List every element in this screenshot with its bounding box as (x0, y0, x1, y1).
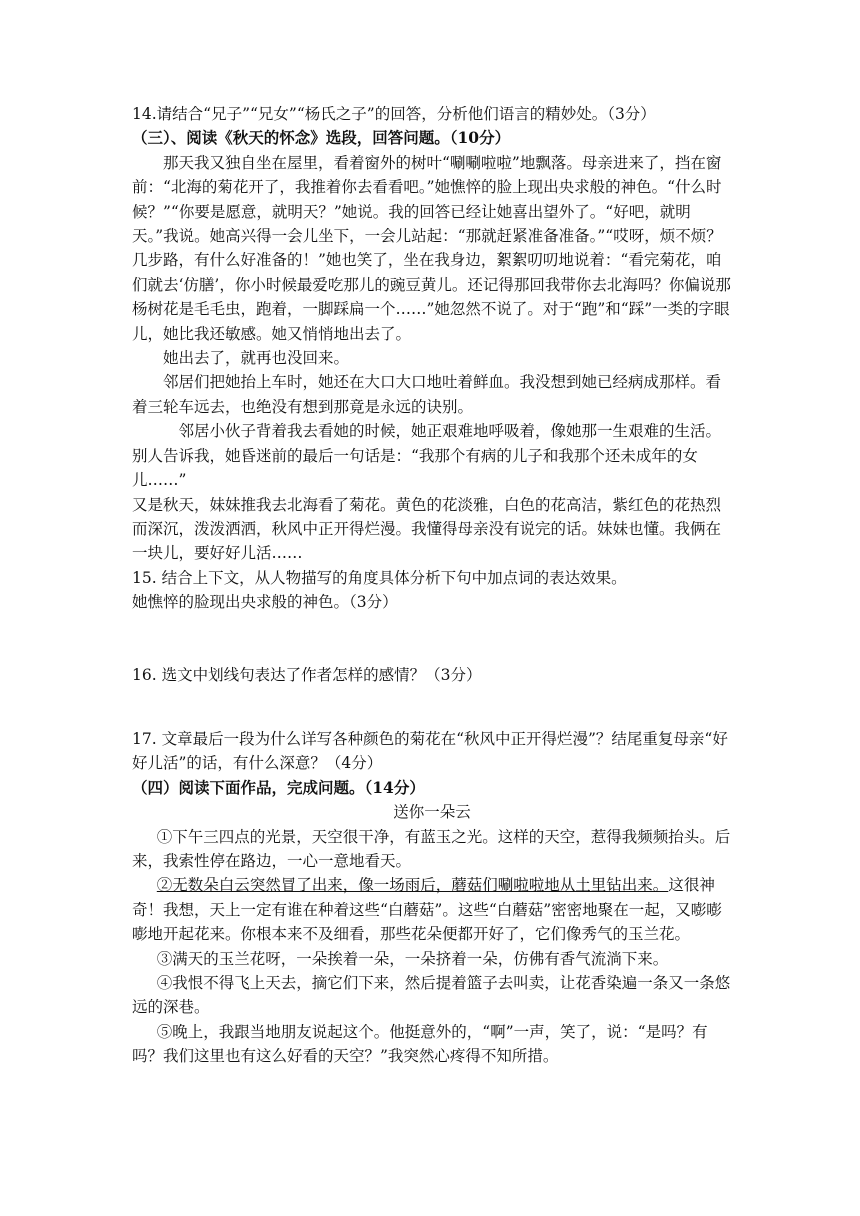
passage-paragraph-4: 邻居小伙子背着我去看她的时候，她正艰难地呼吸着，像她那一生艰难的生活。别人告诉我，她昏迷前的最后一句话是：“我那个有病的儿子和我那个还未成年的女儿……” (132, 422, 722, 490)
essay-paragraph-3: ③满天的玉兰花呀，一朵挨着一朵，一朵挤着一朵，仿佛有香气流淌下来。 (156, 949, 669, 968)
question-15-prompt: 15. 结合上下文，从人物描写的角度具体分析下句中加点词的表达效果。 (132, 568, 627, 587)
passage-paragraph-2: 她出去了，就再也没回来。 (163, 349, 350, 368)
passage-paragraph-5: 又是秋天，妹妹推我去北海看了菊花。黄色的花淡雅，白色的花高洁，紫红色的花热烈而深沉，泼泼洒洒，秋风中正开得烂漫。我懂得母亲没有说完的话。妹妹也懂。我俩在一块儿，要好好儿活…… (132, 495, 722, 563)
essay-paragraph-2-rest: 这很神奇！我想，天上一定有谁在种着这些“白蘑菇”。这些“白蘑菇”密密地聚在一起，又嘭嘭嘭地开起花来。你根本来不及细看，那些花朵便都开好了，它们像秀气的玉兰花。 (132, 876, 722, 944)
underlined-sentence: ②无数朵白云突然冒了出来，像一场雨后，蘑菇们唰啦啦地从土里钻出来。 (156, 876, 669, 895)
section-3-heading: （三）、阅读《秋天的怀念》选段，回答问题。（10分） (132, 128, 511, 148)
passage-paragraph-1: 那天我又独自坐在屋里，看着窗外的树叶“唰唰啦啦”地飘落。母亲进来了，挡在窗前：“北海的菊花开了，我推着你去看看吧。”她憔悴的脸上现出央求般的神色。“什么时候？”“你要是愿意，就明天？”她说。我的回答已经让她喜出望外了。“好吧，就明天。”我说。她高兴得一会儿坐下，一会儿站起：“那就赶紧准备准备。”“哎呀，烦不烦？几步路，有什么好准备的！”她也笑了，坐在我身边，絮絮叨叨地说着：“看完菊花，咱们就去‘仿膳’，你小时候最爱吃那儿的豌豆黄儿。还记得那回我带你去北海吗？你偏说那杨树花是毛毛虫，跑着，一脚踩扁一个……”她忽然不说了。对于“跑”和“踩”一类的字眼儿，她比我还敏感。她又悄悄地出去了。 (132, 153, 731, 343)
answer-space-16 (132, 687, 732, 727)
question-16: 16. 选文中划线句表达了作者怎样的感情？（3分） (132, 665, 482, 684)
passage-paragraph-3: 邻居们把她抬上车时，她还在大口大口地吐着鲜血。我没想到她已经病成那样。看着三轮车远去，也绝没有想到那竟是永远的诀别。 (132, 373, 722, 416)
section-4-heading: （四）阅读下面作品，完成问题。（14分） (132, 777, 425, 797)
essay-paragraph-2 (132, 873, 732, 946)
document-page (132, 102, 732, 1069)
answer-space-15 (132, 615, 732, 663)
essay-paragraph-5: ⑤晚上，我跟当地朋友说起这个。他挺意外的，“啊”一声，笑了，说：“是吗？有吗？我们这里也有这么好看的天空？”我突然心疼得不知所措。 (132, 1022, 708, 1066)
question-15-sentence: 她憔悴的脸现出央求般的神色。（3分） (132, 593, 398, 612)
essay-paragraph-4: ④我恨不得飞上天去，摘它们下来，然后提着篮子去叫卖，让花香染遍一条又一条悠远的深巷。 (132, 974, 731, 1017)
question-14: 14.请结合“兄子”“兄女”“杨氏之子”的回答，分析他们语言的精妙处。（3分） (132, 105, 656, 123)
essay-paragraph-1: ①下午三四点的光景，天空很干净，有蓝玉之光。这样的天空，惹得我频频抬头。后来，我索性停在路边，一心一意地看天。 (132, 827, 731, 870)
question-17: 17. 文章最后一段为什么详写各种颜色的菊花在“秋风中正开得烂漫”？结尾重复母亲“好好儿活”的话，有什么深意？（4分） (132, 729, 728, 773)
essay-title: 送你一朵云 (393, 803, 471, 822)
